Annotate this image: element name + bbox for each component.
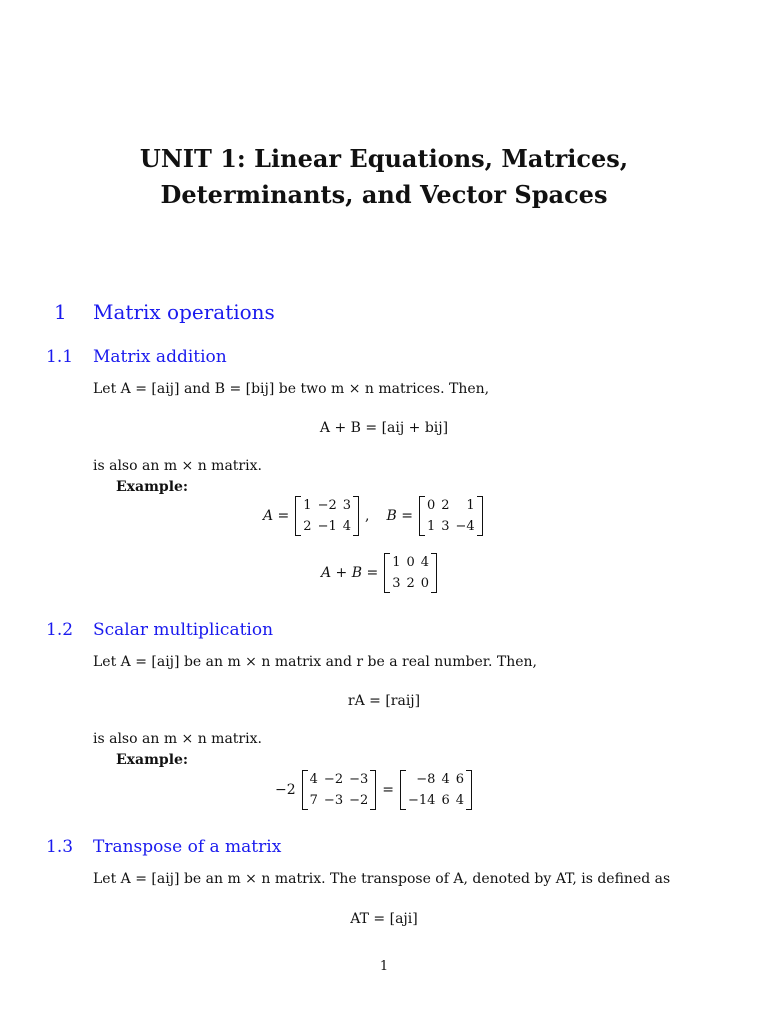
matrix-cell: 0 bbox=[406, 555, 415, 570]
matrix-cell: 1 bbox=[426, 519, 436, 534]
scalar-formula: rA = [raij] bbox=[347, 693, 421, 709]
matrix-cell: 4 bbox=[455, 793, 464, 808]
subsection-number-1-2: 1.2 bbox=[46, 620, 74, 640]
subsection-number-1-1: 1.1 bbox=[46, 347, 74, 367]
matrix-cell: 4 bbox=[441, 772, 450, 787]
bracket-right bbox=[466, 770, 472, 810]
matrix-A bbox=[295, 496, 359, 536]
matrix-M-grid bbox=[308, 770, 371, 810]
subsection-title-matrix-addition: Matrix addition bbox=[93, 347, 227, 367]
matrix-cell: −2 bbox=[323, 772, 344, 787]
matrix-sum-grid bbox=[390, 553, 431, 593]
subsection-number-1-3: 1.3 bbox=[46, 837, 74, 857]
scalar-example-label: Example: bbox=[116, 752, 189, 768]
matrix-cell: −8 bbox=[416, 772, 436, 787]
comma-separator: , bbox=[365, 508, 370, 524]
addition-example-operands bbox=[260, 496, 486, 536]
matrix-cell: 2 bbox=[303, 519, 312, 534]
transpose-formula: AT = [aji] bbox=[350, 911, 418, 927]
matrix-cell: −3 bbox=[349, 772, 369, 787]
scalar-after-text: is also an m × n matrix. bbox=[93, 731, 262, 747]
scalar-intro-text: Let A = [aij] be an m × n matrix and r be a real number. Then, bbox=[93, 654, 537, 670]
matrix-cell: 6 bbox=[455, 772, 464, 787]
label-A: A = bbox=[263, 508, 290, 524]
scalar-value: −2 bbox=[275, 782, 296, 798]
matrix-cell: 1 bbox=[303, 498, 312, 513]
bracket-right bbox=[353, 496, 359, 536]
matrix-scalar-result bbox=[400, 770, 472, 810]
matrix-cell: 3 bbox=[392, 576, 401, 591]
subsection-title-transpose: Transpose of a matrix bbox=[93, 837, 282, 857]
bracket-right bbox=[370, 770, 376, 810]
matrix-cell: 1 bbox=[392, 555, 401, 570]
addition-example-result bbox=[318, 553, 440, 593]
subsection-title-scalar-multiplication: Scalar multiplication bbox=[93, 620, 274, 640]
addition-example-label: Example: bbox=[116, 479, 189, 495]
bracket-right bbox=[431, 553, 437, 593]
document-title-line-1: UNIT 1: Linear Equations, Matrices, bbox=[139, 144, 629, 173]
scalar-example-equation bbox=[272, 770, 475, 810]
section-title: Matrix operations bbox=[93, 300, 275, 324]
matrix-B-grid bbox=[425, 496, 477, 536]
transpose-intro-text: Let A = [aij] be an m × n matrix. The transpose of A, denoted by AT, is defined as bbox=[93, 871, 671, 887]
matrix-cell: 4 bbox=[420, 555, 430, 570]
matrix-cell: 2 bbox=[441, 498, 450, 513]
addition-intro-text: Let A = [aij] and B = [bij] be two m × n matrices. Then, bbox=[93, 381, 490, 397]
matrix-cell: −1 bbox=[317, 519, 337, 534]
matrix-M bbox=[302, 770, 377, 810]
section-number: 1 bbox=[54, 300, 67, 324]
matrix-cell: 0 bbox=[426, 498, 436, 513]
matrix-cell: 3 bbox=[342, 498, 352, 513]
equals-sign: = bbox=[382, 782, 394, 798]
page-number: 1 bbox=[379, 959, 389, 974]
matrix-cell: 4 bbox=[342, 519, 352, 534]
matrix-cell: −2 bbox=[317, 498, 337, 513]
matrix-cell: −3 bbox=[323, 793, 344, 808]
document-title-line-2: Determinants, and Vector Spaces bbox=[160, 180, 608, 209]
matrix-cell: 6 bbox=[441, 793, 450, 808]
matrix-A-grid bbox=[301, 496, 353, 536]
matrix-cell: 4 bbox=[309, 772, 318, 787]
matrix-B bbox=[419, 496, 483, 536]
matrix-cell: 2 bbox=[406, 576, 415, 591]
bracket-right bbox=[477, 496, 483, 536]
matrix-cell: −14 bbox=[408, 793, 436, 808]
addition-after-text: is also an m × n matrix. bbox=[93, 458, 262, 474]
matrix-scalar-result-grid bbox=[406, 770, 466, 810]
addition-formula: A + B = [aij + bij] bbox=[319, 420, 449, 436]
matrix-cell: 0 bbox=[420, 576, 430, 591]
matrix-sum bbox=[384, 553, 437, 593]
matrix-cell: −2 bbox=[349, 793, 369, 808]
matrix-cell: −4 bbox=[455, 519, 475, 534]
label-B: B = bbox=[386, 508, 413, 524]
label-A-plus-B: A + B = bbox=[321, 565, 379, 581]
matrix-cell: 1 bbox=[466, 498, 475, 513]
matrix-cell: 3 bbox=[441, 519, 450, 534]
matrix-cell: 7 bbox=[309, 793, 318, 808]
